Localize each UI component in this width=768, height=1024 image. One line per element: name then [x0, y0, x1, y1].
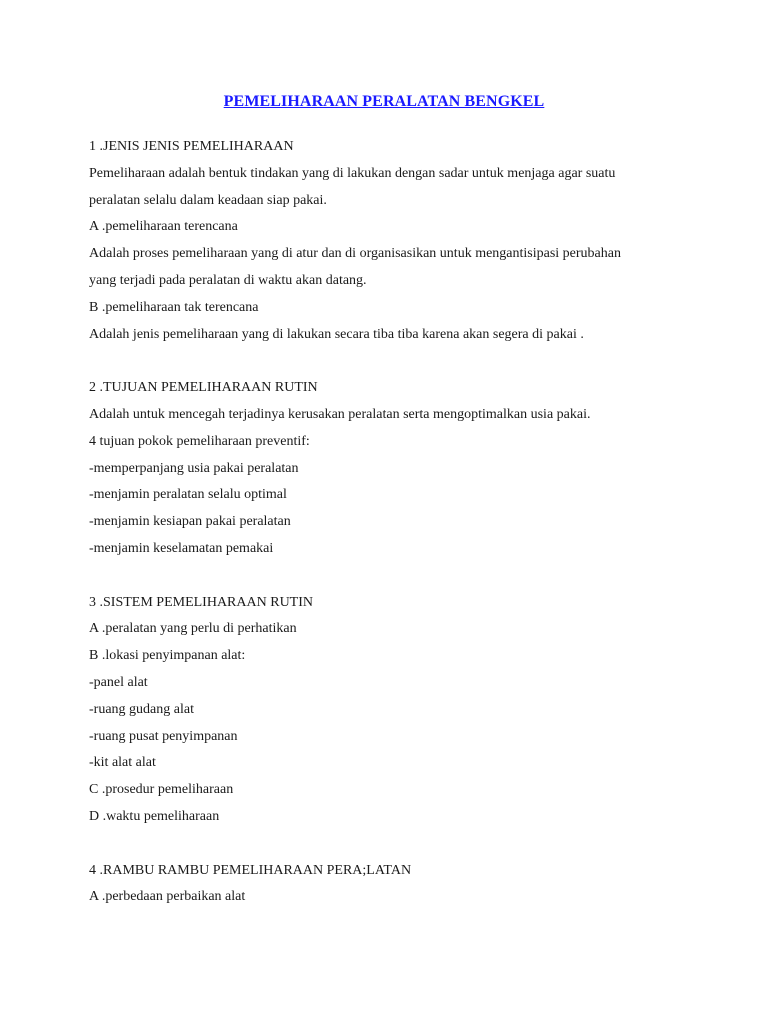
text-line: Adalah proses pemeliharaan yang di atur dan di organisasikan untuk mengantisipasi perubahan	[89, 246, 621, 262]
text-line: -memperpanjang usia pakai peralatan	[89, 460, 299, 476]
text-line: -menjamin peralatan selalu optimal	[89, 487, 287, 503]
text-line: C .prosedur pemeliharaan	[89, 782, 234, 798]
document-title: PEMELIHARAAN PERALATAN BENGKEL	[223, 93, 545, 110]
document-body	[89, 134, 689, 911]
text-line: A .pemeliharaan terencana	[89, 219, 238, 235]
text-line: B .pemeliharaan tak terencana	[89, 299, 259, 315]
text-line: D .waktu pemeliharaan	[89, 808, 220, 824]
text-line: 3 .SISTEM PEMELIHARAAN RUTIN	[89, 594, 313, 610]
text-line: -menjamin keselamatan pemakai	[89, 540, 274, 556]
text-line: 1 .JENIS JENIS PEMELIHARAAN	[89, 139, 294, 154]
blank-line	[89, 348, 689, 375]
text-line: -menjamin kesiapan pakai peralatan	[89, 514, 291, 530]
text-line: yang terjadi pada peralatan di waktu akan datang.	[89, 272, 367, 288]
blank-line	[89, 563, 689, 590]
text-line: peralatan selalu dalam keadaan siap pakai.	[89, 192, 327, 208]
text-line: A .perbedaan perbaikan alat	[89, 889, 246, 905]
text-line: Pemeliharaan adalah bentuk tindakan yang di lakukan dengan sadar untuk menjaga agar suatu	[89, 165, 616, 181]
text-line: A .peralatan yang perlu di perhatikan	[89, 621, 297, 637]
text-line: 2 .TUJUAN PEMELIHARAAN RUTIN	[89, 380, 318, 396]
text-line: B .lokasi penyimpanan alat:	[89, 648, 246, 664]
text-line: -ruang pusat penyimpanan	[89, 728, 238, 744]
text-line: -kit alat alat	[89, 755, 156, 771]
text-line: Adalah jenis pemeliharaan yang di lakukan secara tiba tiba karena akan segera di pakai .	[89, 326, 584, 342]
text-line: -panel alat	[89, 674, 148, 690]
text-line: Adalah untuk mencegah terjadinya kerusakan peralatan serta mengoptimalkan usia pakai.	[89, 406, 591, 422]
blank-line	[89, 831, 689, 858]
text-line: 4 tujuan pokok pemeliharaan preventif:	[89, 433, 310, 449]
text-line: -ruang gudang alat	[89, 701, 194, 717]
text-line: 4 .RAMBU RAMBU PEMELIHARAAN PERA;LATAN	[89, 862, 412, 878]
